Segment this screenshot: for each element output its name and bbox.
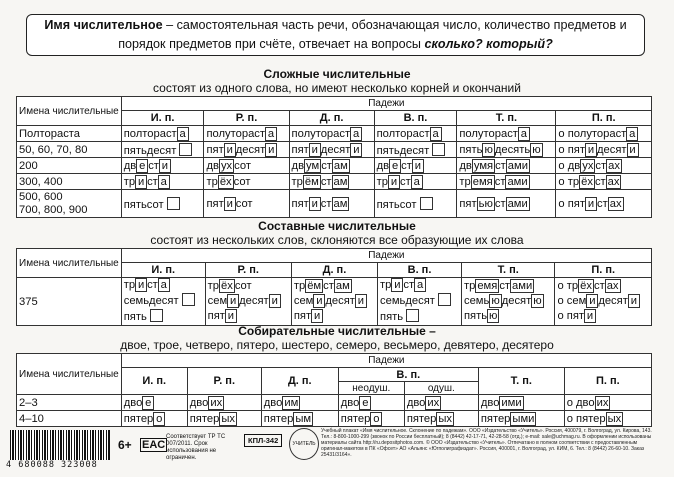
case-header: Д. п.: [291, 263, 377, 278]
ending-box: и: [311, 309, 323, 323]
case-header: И. п.: [121, 263, 205, 278]
ending-box: а: [350, 127, 362, 141]
cell-v1: дво е: [338, 395, 404, 411]
case-header: В. п.: [374, 111, 457, 126]
table-row: [17, 395, 652, 411]
ending-box: и: [309, 143, 321, 157]
ending-box: емя: [472, 175, 493, 188]
row-label: 4–10: [17, 411, 122, 427]
empty-ending-box: [438, 293, 451, 306]
case-header: И. п.: [121, 368, 187, 395]
barcode-image: [10, 430, 110, 460]
row-label: 200: [17, 158, 122, 174]
ending-box: ам: [333, 159, 348, 172]
ending-box: ю: [532, 143, 541, 156]
cell-d: пятер ым: [261, 411, 338, 427]
case-header: Д. п.: [289, 111, 374, 126]
cell-v: дв е ст и: [374, 158, 457, 174]
cell-v: тр и ст а семьдесят пять: [378, 278, 462, 326]
cell-i: дво е: [121, 395, 187, 411]
ending-box: ах: [607, 175, 620, 188]
cell-i: тр и ст а семьдесят пять: [121, 278, 205, 326]
ending-box: их: [210, 396, 223, 409]
ending-box: ам: [333, 175, 348, 188]
ending-box: и: [313, 294, 325, 308]
ending-box: ых: [221, 412, 235, 425]
empty-ending-box: [432, 143, 445, 156]
ending-box: и: [225, 309, 237, 323]
ending-box: и: [309, 197, 321, 211]
ending-box: и: [412, 159, 424, 173]
cell-p: о дво их: [564, 395, 651, 411]
ending-box: ых: [607, 412, 622, 425]
cell-t: тр емя ст ами: [457, 174, 556, 190]
ending-box: и: [224, 197, 236, 211]
ending-box: ых: [438, 412, 453, 425]
cell-r: дв ух сот: [204, 158, 289, 174]
cell-i: пятьдесят: [121, 142, 204, 158]
cell-v: полтораст а: [374, 126, 457, 142]
cell-d: тр ём ст ам сем и десят и пят и: [291, 278, 377, 326]
cell-t: пятер ыми: [478, 411, 564, 427]
ending-box: о: [370, 412, 382, 426]
cell-r: пятер ых: [187, 411, 261, 427]
cell-i: пятер о: [121, 411, 187, 427]
row-label: Полтораста: [17, 126, 122, 142]
ending-box: емя: [477, 280, 498, 292]
cell-r: дво их: [187, 395, 261, 411]
cell-i: тр и ст а: [121, 174, 204, 190]
definition-term: Имя числительное: [44, 18, 163, 32]
table-row: [17, 174, 652, 190]
empty-ending-box: [182, 293, 195, 306]
ending-box: ам: [335, 280, 350, 292]
ending-box: и: [224, 143, 236, 157]
ending-box: и: [355, 294, 367, 308]
names-header: Имена числительные: [17, 97, 122, 126]
ending-box: ами: [507, 197, 528, 210]
ending-box: ух: [220, 159, 233, 172]
cell-p: о пят и ст ах: [556, 190, 652, 218]
ending-box: е: [359, 396, 371, 410]
case-header: Р. п.: [204, 111, 289, 126]
ending-box: ах: [609, 197, 622, 210]
ending-box: и: [265, 143, 277, 157]
table-row: [17, 126, 652, 142]
ending-box: о: [153, 412, 165, 426]
table-row: [17, 190, 652, 218]
cases-header: Падежи: [121, 354, 651, 368]
cell-t: пять ю десять ю: [457, 142, 556, 158]
definition-text: – самостоятельная часть речи, обозначающая число, количество предметов и порядок предметов при счёте, отвечает на вопросы: [118, 18, 627, 51]
ending-box: ам: [333, 197, 348, 210]
case-header: Д. п.: [261, 368, 338, 395]
cell-i: пятьсот: [121, 190, 204, 218]
compound-subtitle: состоят из нескольких слов, склоняются все образующие их слова: [150, 233, 524, 247]
certificate-text: Соответствует ТР ТС 007/2011. Срок использования не ограничен.: [166, 434, 226, 461]
cell-v: тр и ст а: [374, 174, 457, 190]
cell-p: о дв ух ст ах: [556, 158, 652, 174]
ending-box: ёх: [581, 175, 593, 188]
row-label: 500, 600 700, 800, 900: [17, 190, 122, 218]
ending-box: и: [135, 175, 147, 189]
cell-t: пят ью ст ами: [457, 190, 556, 218]
ending-box: а: [158, 278, 170, 292]
complex-subtitle: состоят из одного слова, но имеют несколько корней и окончаний: [153, 81, 521, 95]
ending-box: е: [142, 396, 154, 410]
cell-t: дво ими: [478, 395, 564, 411]
ending-box: а: [158, 175, 170, 189]
cell-r: пят и десят и: [204, 142, 289, 158]
ending-box: их: [596, 396, 609, 409]
table-row: [17, 278, 652, 326]
names-header: Имена числительные: [17, 249, 122, 278]
table-row: [17, 158, 652, 174]
empty-ending-box: [150, 309, 163, 322]
ending-box: и: [350, 143, 362, 157]
row-label: 50, 60, 70, 80: [17, 142, 122, 158]
cell-v: пятьсот: [374, 190, 457, 218]
collective-title: Собирательные числительные –: [238, 324, 436, 338]
ending-box: и: [135, 278, 147, 292]
ending-box: а: [430, 127, 442, 141]
inanimate-label: неодуш.: [338, 382, 404, 395]
ending-box: и: [388, 175, 400, 189]
cell-t: полутораст а: [457, 126, 556, 142]
table-row: [17, 142, 652, 158]
ending-box: ю: [491, 295, 500, 307]
barcode-number: 4 680088 323008: [6, 460, 98, 470]
ending-box: ёх: [219, 175, 232, 188]
collective-subtitle: двое, трое, четверо, пятеро, шестеро, семеро, весьмеро, девятеро, десятеро: [120, 338, 554, 352]
compound-table: [16, 248, 652, 326]
ending-box: ёх: [221, 280, 233, 292]
ending-box: а: [414, 278, 426, 292]
case-header: Р. п.: [205, 263, 291, 278]
cell-d: пят и ст ам: [289, 190, 374, 218]
ending-box: ах: [606, 280, 619, 292]
row-label: 300, 400: [17, 174, 122, 190]
names-header: Имена числительные: [17, 354, 122, 395]
cell-v: пятьдесят: [374, 142, 457, 158]
case-header: В. п.: [378, 263, 462, 278]
publisher-logo: УЧИТЕЛЬ: [289, 428, 319, 460]
ending-box: ыми: [512, 412, 535, 425]
case-header: П. п.: [564, 368, 651, 395]
ending-box: ю: [533, 295, 542, 307]
compound-title: Составные числительные: [258, 219, 416, 233]
ending-box: ю: [484, 143, 493, 156]
ending-box: а: [411, 175, 423, 189]
definition-questions: сколько? который?: [424, 37, 553, 51]
eac-mark: EAC: [142, 439, 166, 451]
cases-header: Падежи: [121, 97, 651, 111]
cell-d: дво им: [261, 395, 338, 411]
ending-box: и: [627, 143, 639, 157]
ending-box: и: [585, 197, 597, 211]
empty-ending-box: [420, 197, 433, 210]
cell-d: дв ум ст ам: [289, 158, 374, 174]
ending-box: ём: [307, 280, 322, 292]
ending-box: а: [518, 127, 530, 141]
cell-p: о пятер ых: [564, 411, 651, 427]
cell-v2: дво их: [404, 395, 478, 411]
ending-box: ами: [507, 159, 528, 172]
cell-r: полутораст а: [204, 126, 289, 142]
complex-table: [16, 96, 652, 218]
ending-box: их: [427, 396, 440, 409]
case-header: В. п.: [338, 368, 478, 382]
product-code: КПЛ-342: [244, 434, 282, 447]
animate-label: одуш.: [404, 382, 478, 395]
complex-title: Сложные числительные: [263, 67, 411, 81]
case-header: Т. п.: [461, 263, 555, 278]
ending-box: ём: [304, 175, 319, 188]
cell-p: о тр ёх ст ах: [556, 174, 652, 190]
ending-box: и: [391, 278, 403, 292]
cell-p: о пят и десят и: [556, 142, 652, 158]
collective-table: [16, 353, 652, 427]
cell-d: пят и десят и: [289, 142, 374, 158]
publisher-info: Учебный плакат «Имя числительное. Склонение по падежам». ООО «Издательство «Учитель». Россия, 400079, г. Волгоград, ул. Кирова, 143. Тел.: 8-800-1000-299 (звонок по России бесплатный); 8 (8442) 42-17-71, 42-28-58 (отд.); e-mail: sale@uchmag.ru. В оформлении использованы материалы сайта http://ru.depositphotos.com. © ООО «Издательство «Учитель». Отпечатано в полном соответствии с предоставленным оригинал-макетом в ПК «Офсет» АО «Альянс «Югполиграфиздат». Россия, 400001, г. Волгоград, ул. КИМ, 6. Тел.: 8 (8442) 26-60-10. Заказ 25431/3164».: [321, 428, 652, 458]
ending-box: и: [584, 309, 596, 323]
ending-box: ах: [608, 159, 620, 172]
ending-box: и: [269, 294, 281, 308]
ending-box: а: [265, 127, 277, 141]
cell-r: тр ёх сот: [204, 174, 289, 190]
case-header: Р. п.: [187, 368, 261, 395]
cell-v1: пятер о: [338, 411, 404, 427]
cell-t: тр емя ст ами семь ю десят ю пять ю: [461, 278, 555, 326]
empty-ending-box: [406, 309, 419, 322]
case-header: Т. п.: [478, 368, 564, 395]
cases-header: Падежи: [121, 249, 651, 263]
ending-box: им: [284, 396, 299, 409]
cell-p: о полутораст а: [556, 126, 652, 142]
ending-box: и: [628, 294, 640, 308]
case-header: Т. п.: [457, 111, 556, 126]
ending-box: ами: [507, 175, 528, 188]
ending-box: ёх: [580, 280, 592, 292]
ending-box: е: [136, 159, 148, 173]
ending-box: и: [227, 294, 239, 308]
cell-r: тр ёх сот сем и десят и пят и: [205, 278, 291, 326]
empty-ending-box: [179, 143, 192, 156]
ending-box: и: [585, 143, 597, 157]
footer: [0, 424, 674, 477]
definition-box: [26, 14, 645, 56]
case-header: П. п.: [556, 111, 652, 126]
ending-box: ым: [295, 412, 312, 425]
ending-box: ум: [306, 159, 320, 172]
ending-box: ими: [501, 396, 522, 409]
ending-box: ух: [582, 159, 594, 172]
case-header: П. п.: [555, 263, 652, 278]
ending-box: а: [177, 127, 189, 141]
cell-d: тр ём ст ам: [289, 174, 374, 190]
ending-box: умя: [473, 159, 494, 172]
case-header: И. п.: [121, 111, 204, 126]
cell-p: о тр ёх ст ах о сем и десят и о пят и: [555, 278, 652, 326]
cell-i: полтораст а: [121, 126, 204, 142]
age-rating: 6+: [118, 438, 132, 452]
ending-box: ю: [489, 310, 498, 322]
cell-v2: пятер ых: [404, 411, 478, 427]
cell-i: дв е ст и: [121, 158, 204, 174]
row-label: 375: [17, 278, 122, 326]
cell-d: полутораст а: [289, 126, 374, 142]
ending-box: и: [159, 159, 171, 173]
cell-t: дв умя ст ами: [457, 158, 556, 174]
row-label: 2–3: [17, 395, 122, 411]
ending-box: ами: [512, 280, 533, 292]
cell-r: пят и сот: [204, 190, 289, 218]
ending-box: а: [626, 127, 638, 141]
ending-box: ью: [478, 197, 493, 210]
ending-box: е: [389, 159, 401, 173]
ending-box: и: [586, 294, 598, 308]
empty-ending-box: [167, 197, 180, 210]
